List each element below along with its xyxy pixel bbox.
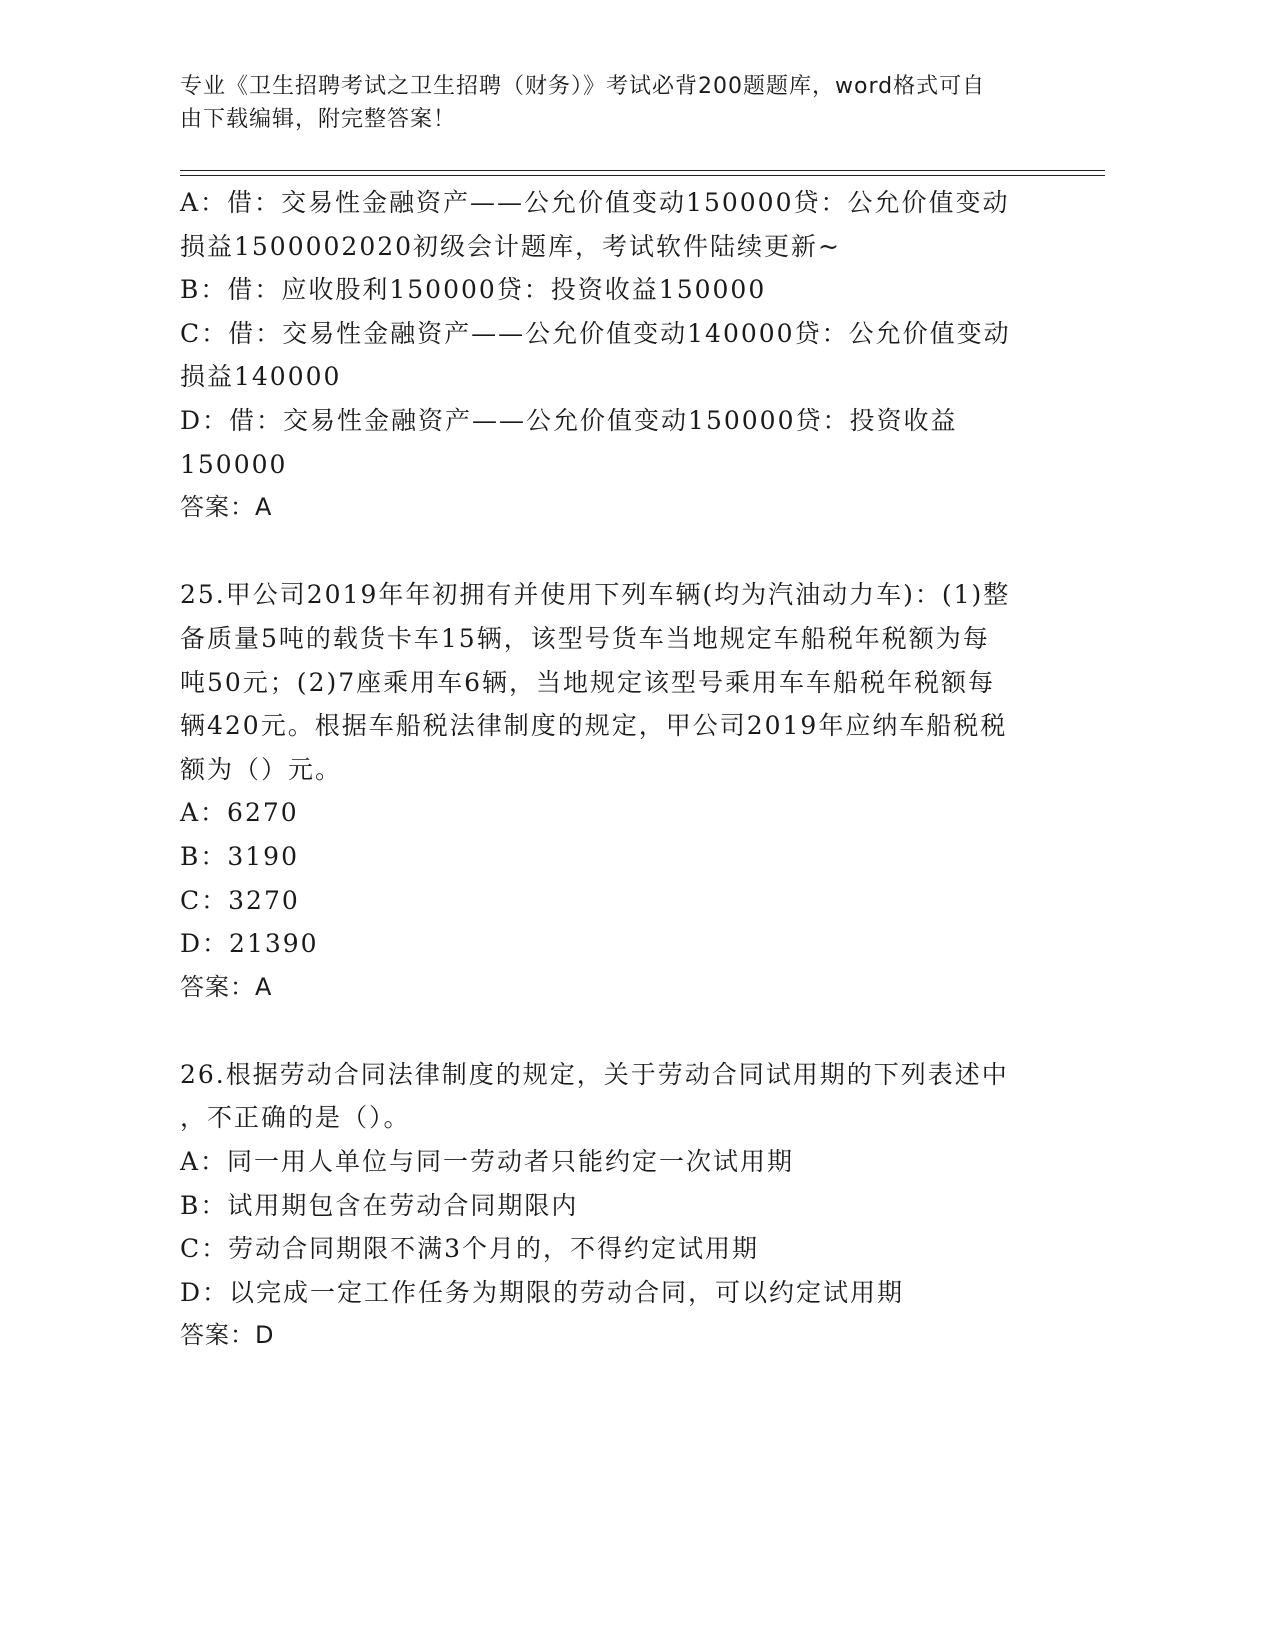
page-header	[180, 70, 1040, 136]
question-24	[180, 181, 1040, 530]
q26-option-c: C：劳动合同期限不满3个月的，不得约定试用期	[180, 1234, 760, 1264]
q25-stem-line-2: 备质量5吨的载货卡车15辆，该型号货车当地规定车船税年税额为每	[180, 623, 990, 653]
header-line-1: 专业《卫生招聘考试之卫生招聘（财务）》考试必背200题题库，word格式可自	[180, 74, 986, 99]
q25-option-b: B：3190	[180, 841, 299, 871]
q24-option-c-line-1: C：借：交易性金融资产——公允价值变动140000贷：公允价值变动	[180, 318, 1011, 348]
q24-option-d-line-2: 150000	[180, 449, 288, 479]
q26-answer: 答案：D	[180, 1321, 275, 1350]
q25-option-a: A：6270	[180, 798, 299, 828]
q25-stem-line-5: 额为（）元。	[180, 754, 343, 784]
q24-option-d-line-1: D：借：交易性金融资产——公允价值变动150000贷：投资收益	[180, 405, 958, 435]
q26-option-d: D：以完成一定工作任务为期限的劳动合同，可以约定试用期	[180, 1277, 905, 1307]
q24-option-b: B：借：应收股利150000贷：投资收益150000	[180, 275, 767, 305]
section-spacer	[180, 1009, 1040, 1053]
q25-stem-line-4: 辆420元。根据车船税法律制度的规定，甲公司2019年应纳车船税税	[180, 711, 1008, 741]
q25-stem-line-3: 吨50元；(2)7座乘用车6辆，当地规定该型号乘用车车船税年税额每	[180, 667, 996, 697]
q24-option-c-line-2: 损益140000	[180, 362, 342, 392]
header-line-2: 由下载编辑，附完整答案！	[180, 107, 457, 132]
q25-stem-line-1: 25.甲公司2019年年初拥有并使用下列车辆(均为汽油动力车)：(1)整	[180, 580, 1011, 610]
header-divider	[180, 170, 1105, 176]
q24-option-a-line-2: 损益1500002020初级会计题库，考试软件陆续更新~	[180, 231, 842, 261]
document-body	[180, 181, 1040, 1358]
q25-answer: 答案：A	[180, 972, 273, 1001]
section-spacer	[180, 530, 1040, 574]
question-26	[180, 1053, 1040, 1358]
q26-option-b: B：试用期包含在劳动合同期限内	[180, 1190, 579, 1220]
q24-answer: 答案：A	[180, 493, 273, 522]
q24-option-a-line-1: A：借：交易性金融资产——公允价值变动150000贷：公允价值变动	[180, 188, 1010, 217]
q25-option-d: D：21390	[180, 929, 319, 959]
q26-option-a: A：同一用人单位与同一劳动者只能约定一次试用期	[180, 1147, 795, 1177]
q26-stem-line-2: ，不正确的是（）。	[180, 1103, 411, 1133]
question-25	[180, 573, 1040, 1009]
q26-stem-line-1: 26.根据劳动合同法律制度的规定，关于劳动合同试用期的下列表述中	[180, 1059, 1009, 1089]
q25-option-c: C：3270	[180, 885, 300, 915]
